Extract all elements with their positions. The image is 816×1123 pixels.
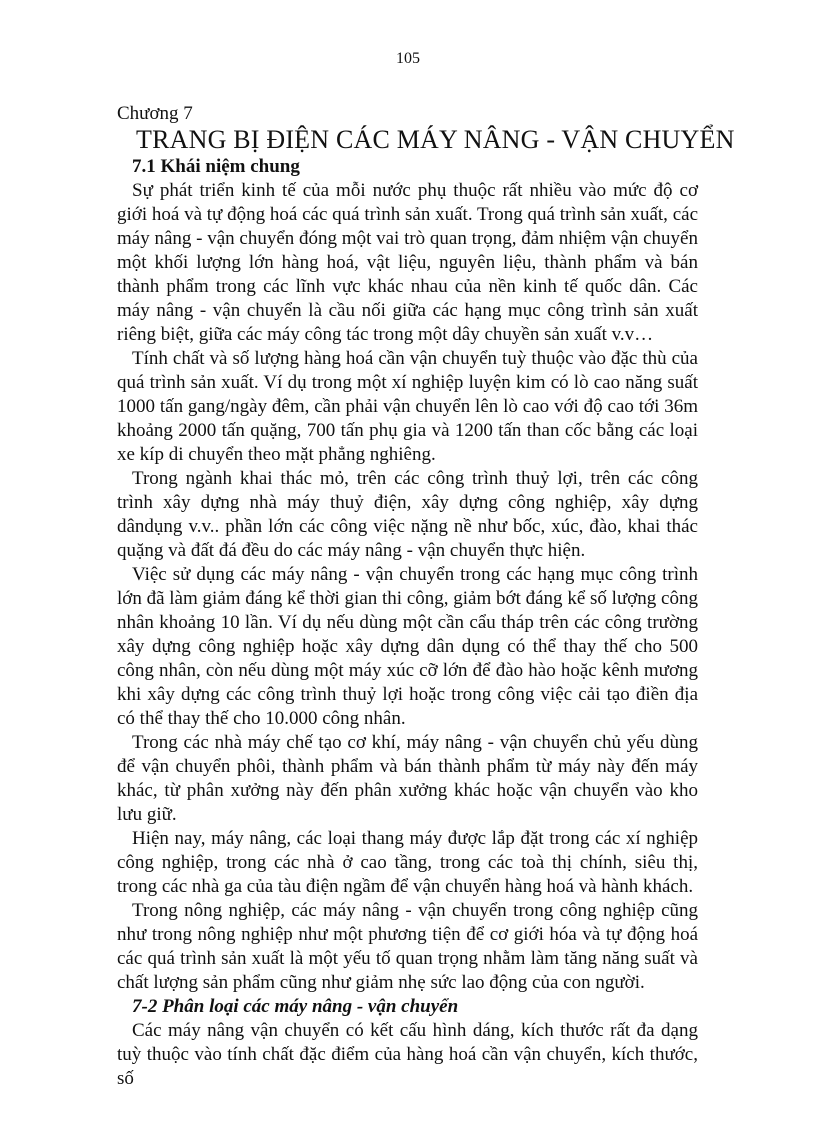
paragraph: Việc sử dụng các máy nâng - vận chuyển trong các hạng mục công trình lớn đã làm giảm đáng kể thời gian thi công, giảm bớt đáng kể số lượng công nhân khoảng 10 lần. Ví dụ nếu dùng một cần cẩu tháp trên các công trường xây dựng công nghiệp hoặc xây dựng dân dụng có thể thay thế cho 500 công nhân, còn nếu dùng một máy xúc cỡ lớn để đào hào hoặc kênh mương khi xây dựng các công trình thuỷ lợi hoặc trong công việc cải tạo điền địa có thể thay thế cho 10.000 công nhân.	[117, 564, 698, 729]
chapter-title: TRANG BỊ ĐIỆN CÁC MÁY NÂNG - VẬN CHUYỂN	[136, 125, 735, 154]
section-heading-7-1: 7.1 Khái niệm chung	[132, 156, 300, 177]
paragraph: Tính chất và số lượng hàng hoá cần vận chuyển tuỳ thuộc vào đặc thù của quá trình sản xuất. Ví dụ trong một xí nghiệp luyện kim có lò cao năng suất 1000 tấn gang/ngày đêm, cần phải vận chuyển lên lò cao với độ cao tới 36m khoảng 2000 tấn quặng, 700 tấn phụ gia và 1200 tấn than cốc bằng các loại xe kíp di chuyển theo mặt phẳng nghiêng.	[117, 348, 698, 465]
paragraph: Trong nông nghiệp, các máy nâng - vận chuyển trong công nghiệp cũng như trong nông nghiệp như một phương tiện để cơ giới hóa và tự động hoá các quá trình sản xuất là một yếu tố quan trọng nhằm làm tăng năng suất và chất lượng sản phẩm cũng như giảm nhẹ sức lao động của con người.	[117, 900, 698, 993]
page-content	[117, 103, 735, 1091]
paragraph: Trong các nhà máy chế tạo cơ khí, máy nâng - vận chuyển chủ yếu dùng để vận chuyển phôi, thành phẩm và bán thành phẩm từ máy này đến máy khác, từ phân xưởng này đến phân xưởng khác hoặc vận chuyển vào kho lưu giữ.	[117, 732, 698, 825]
paragraph: Các máy nâng vận chuyển có kết cấu hình dáng, kích thước rất đa dạng tuỳ thuộc vào tính chất đặc điểm của hàng hoá cần vận chuyển, kích thước, số	[117, 1020, 698, 1089]
page-number: 105	[396, 50, 420, 67]
section-heading-7-2: 7-2 Phân loại các máy nâng - vận chuyển	[132, 996, 459, 1017]
paragraph: Trong ngành khai thác mỏ, trên các công trình thuỷ lợi, trên các công trình xây dựng nhà máy thuỷ điện, xây dựng công nghiệp, xây dựng dândụng v.v.. phần lớn các công việc nặng nề như bốc, xúc, đào, khai thác quặng và đất đá đều do các máy nâng - vận chuyển thực hiện.	[117, 468, 698, 561]
chapter-label: Chương 7	[117, 103, 193, 124]
paragraph: Sự phát triển kinh tế của mỗi nước phụ thuộc rất nhiều vào mức độ cơ giới hoá và tự động hoá các quá trình sản xuất. Trong quá trình sản xuất, các máy nâng - vận chuyển đóng một vai trò quan trọng, đảm nhiệm vận chuyển một khối lượng lớn hàng hoá, vật liệu, nguyên liệu, thành phẩm và bán thành phẩm trong các lĩnh vực khác nhau của nền kinh tế quốc dân. Các máy nâng - vận chuyển là cầu nối giữa các hạng mục công trình sản xuất riêng biệt, giữa các máy công tác trong một dây chuyền sản xuất v.v…	[117, 180, 698, 345]
paragraph: Hiện nay, máy nâng, các loại thang máy được lắp đặt trong các xí nghiệp công nghiệp, trong các nhà ở cao tầng, trong các toà thị chính, siêu thị, trong các nhà ga của tàu điện ngầm để vận chuyển hàng hoá và hành khách.	[117, 828, 698, 897]
